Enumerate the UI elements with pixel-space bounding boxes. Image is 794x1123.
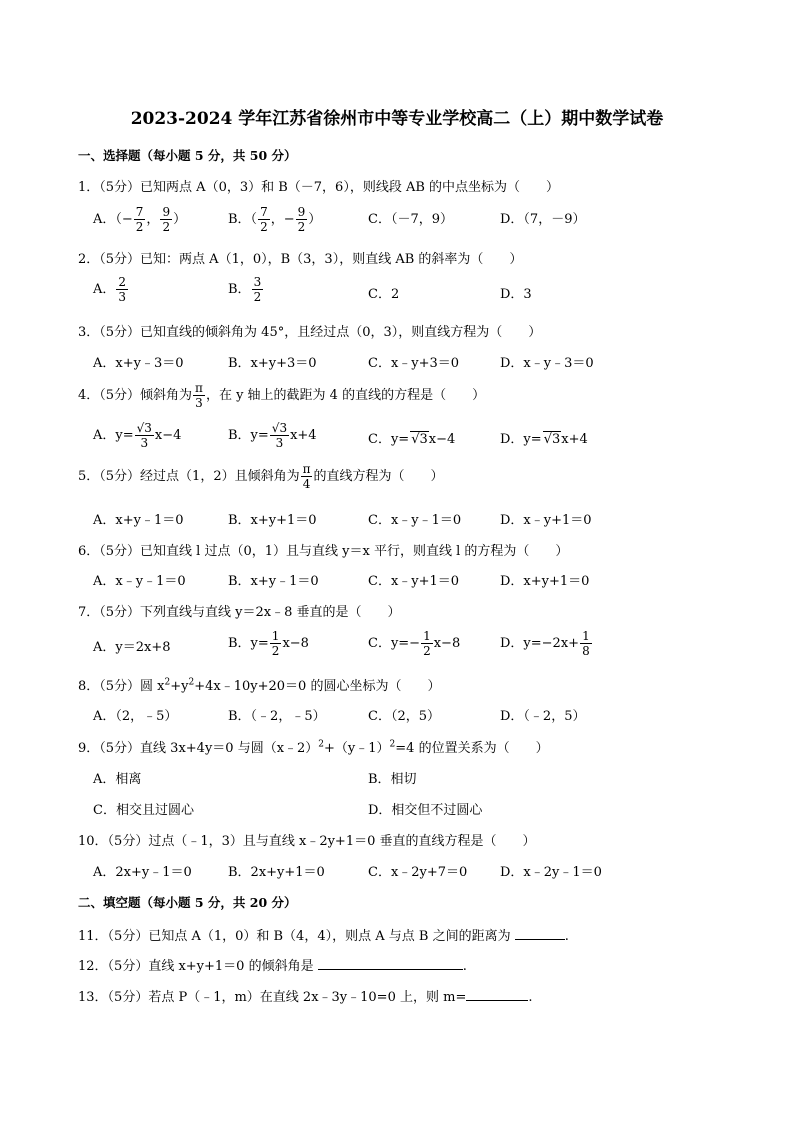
question-12: 12．（5分）直线 x+y+1＝0 的倾斜角是 . — [78, 959, 467, 974]
q10-option-c: C．x﹣2y+7＝0 — [368, 865, 468, 880]
q2-option-b: B． $\frac{3}{2}$ — [228, 275, 262, 304]
question-3: 3．（5分）已知直线的倾斜角为 45°，且经过点（0，3），则直线方程为（ ） — [78, 325, 542, 340]
q5-option-c: C．x﹣y﹣1＝0 — [368, 513, 462, 528]
q5-option-d: D．x﹣y+1＝0 — [500, 513, 592, 528]
question-2: 2．（5分）已知：两点 A（1，0），B（3，3），则直线 AB 的斜率为（ ） — [78, 252, 523, 267]
answer-blank — [466, 988, 528, 1001]
q8-option-c: C．（2，5） — [368, 709, 440, 724]
q8-option-a: A．（2，﹣5） — [93, 709, 178, 724]
fraction: $\frac{2}{3}$ — [118, 275, 127, 304]
question-6: 6．（5分）已知直线 l 过点（0，1）且与直线 y＝x 平行，则直线 l 的方程为（ ） — [78, 544, 569, 559]
fraction: $\frac{3}{2}$ — [253, 275, 262, 304]
q1-option-b: B．（ $\frac{7}{2}$ ，− $\frac{9}{2}$ ） — [228, 205, 322, 234]
q2-option-d: D．3 — [500, 287, 532, 302]
q9-option-d: D．相交但不过圆心 — [368, 803, 483, 818]
answer-blank — [515, 927, 565, 940]
question-10: 10．（5分）过点（﹣1，3）且与直线 x﹣2y+1＝0 垂直的直线方程是（ ） — [78, 834, 536, 849]
q5-option-b: B．x+y+1＝0 — [228, 513, 317, 528]
q3-option-d: D．x﹣y﹣3＝0 — [500, 356, 594, 371]
question-13: 13．（5分）若点 P（﹣1，m）在直线 2x﹣3y﹣10=0 上，则 m= . — [78, 990, 533, 1005]
section-heading-fill: 二、填空题（每小题 5 分，共 20 分） — [78, 895, 297, 910]
question-11: 11．（5分）已知点 A（1，0）和 B（4，4），则点 A 与点 B 之间的距离为 . — [78, 929, 569, 944]
q10-option-d: D．x﹣2y﹣1＝0 — [500, 865, 602, 880]
q3-option-a: A．x+y﹣3＝0 — [93, 356, 184, 371]
question-9: 9．（5分）直线 3x+4y＝0 与圆（x﹣2）$^2$+（y﹣1）$^2$=4 的位置关系为（ ） — [78, 739, 549, 756]
q5-option-a: A．x+y﹣1＝0 — [93, 513, 184, 528]
q10-option-a: A．2x+y﹣1＝0 — [93, 865, 192, 880]
question-1: 1．（5分）已知两点 A（0，3）和 B（－7，6），则线段 AB 的中点坐标为（ ） — [78, 180, 560, 195]
q4-option-b: B．y= $\frac{√3}{3}$ x+4 — [228, 421, 317, 450]
page-title: 2023-2024 学年江苏省徐州市中等专业学校高二（上）期中数学试卷 — [130, 109, 664, 129]
q7-option-d: D．y=−2x+ $\frac{1}{8}$ — [500, 629, 590, 658]
question-5: 5．（5分）经过点（1，2）且倾斜角为 $\frac{\pi}{4}$ 的直线方程为（ ） — [78, 462, 444, 491]
q4-option-a: A．y= $\frac{√3}{3}$ x−4 — [93, 421, 182, 450]
answer-blank — [318, 957, 463, 970]
q6-option-a: A．x﹣y﹣1＝0 — [93, 574, 186, 589]
q4-option-c: C．y= √3x−4 — [368, 432, 456, 447]
q1-option-d: D．（7，－9） — [500, 212, 586, 227]
q6-option-d: D．x+y+1＝0 — [500, 574, 590, 589]
question-8: 8．（5分）圆 $x^2+y^2+4x﹣10y+20=0$ 的圆心坐标为（ ） — [78, 677, 441, 694]
q3-option-c: C．x﹣y+3＝0 — [368, 356, 460, 371]
q3-option-b: B．x+y+3＝0 — [228, 356, 317, 371]
q7-option-b: B．y= $\frac{1}{2}$ x−8 — [228, 629, 309, 658]
q8-option-d: D．（﹣2，5） — [500, 709, 586, 724]
q10-option-b: B．2x+y+1＝0 — [228, 865, 325, 880]
q4-option-d: D．y= √3x+4 — [500, 432, 588, 447]
fraction: $\frac{1}{2}$ — [423, 629, 431, 658]
q6-option-b: B．x+y﹣1＝0 — [228, 574, 319, 589]
q2-option-a: A． $\frac{2}{3}$ — [93, 275, 127, 304]
fraction: $\frac{√3}{3}$ — [136, 421, 152, 450]
fraction: $\frac{9}{2}$ — [297, 205, 306, 234]
q6-option-c: C．x﹣y+1＝0 — [368, 574, 460, 589]
fraction: $\frac{√3}{3}$ — [271, 421, 288, 450]
section-heading-choice: 一、选择题（每小题 5 分，共 50 分） — [78, 148, 297, 163]
sqrt: √3 — [411, 432, 428, 447]
q9-option-c: C．相交且过圆心 — [93, 803, 194, 818]
fraction: $\frac{1}{8}$ — [582, 629, 590, 658]
fraction: $\frac{7}{2}$ — [135, 205, 144, 234]
sqrt: √3 — [543, 432, 561, 447]
q1-option-a: A．（− $\frac{7}{2}$ ， $\frac{9}{2}$ ） — [93, 205, 187, 234]
fraction: $\frac{\pi}{3}$ — [195, 381, 203, 410]
q9-option-a: A．相离 — [93, 772, 142, 787]
q2-option-c: C．2 — [368, 287, 400, 302]
q1-option-c: C．（－7，9） — [368, 212, 453, 227]
q8-option-b: B．（﹣2，﹣5） — [228, 709, 326, 724]
fraction: $\frac{1}{2}$ — [271, 629, 280, 658]
q7-option-a: A．y＝2x+8 — [93, 640, 171, 655]
fraction: $\frac{\pi}{4}$ — [302, 462, 311, 491]
q7-option-c: C．y=− $\frac{1}{2}$ x−8 — [368, 629, 461, 658]
fraction: $\frac{9}{2}$ — [162, 205, 171, 234]
fraction: $\frac{7}{2}$ — [260, 205, 268, 234]
question-4: 4．（5分）倾斜角为 $\frac{\pi}{3}$ ，在 y 轴上的截距为 4 的直线的方程是（ ） — [78, 381, 486, 410]
q9-option-b: B．相切 — [368, 772, 417, 787]
question-7: 7．（5分）下列直线与直线 y＝2x﹣8 垂直的是（ ） — [78, 605, 401, 620]
